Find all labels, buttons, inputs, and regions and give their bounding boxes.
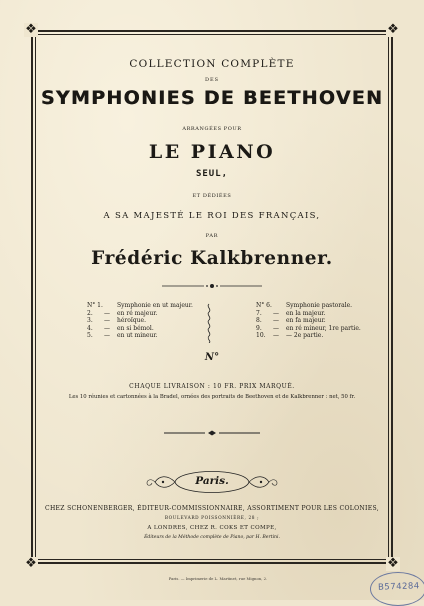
title-piano: LE PIANO xyxy=(148,141,276,163)
title-collection: COLLECTION COMPLÈTE xyxy=(129,58,295,70)
list-item xyxy=(87,325,193,333)
publisher-address: BOULEVARD POISSONNIÈRE, 28 ; xyxy=(164,516,260,521)
brace-ornament-icon xyxy=(200,303,218,343)
title-arrangees: ARRANGÉES POUR xyxy=(182,126,242,132)
item-number: 3. xyxy=(87,317,93,325)
item-title: en ut mineur. xyxy=(117,332,158,340)
item-title: en ré mineur, 1re partie. xyxy=(286,324,361,332)
list-item xyxy=(87,310,193,318)
corner-ornament-icon: ❖ xyxy=(25,22,37,37)
library-stamp-number: B574284 xyxy=(377,581,420,593)
corner-ornament-icon: ❖ xyxy=(387,556,399,571)
item-title: — 2e partie. xyxy=(286,332,324,340)
item-dash xyxy=(104,302,117,310)
dedicatee: A SA MAJESTÉ LE ROI DES FRANÇAIS, xyxy=(103,211,321,221)
list-item xyxy=(256,317,361,325)
price-line: CHAQUE LIVRAISON : 10 FR. PRIX MARQUÉ. xyxy=(129,383,295,390)
printer-imprint: Paris. — Imprimerie de L. Martinet, rue Mignon, 2. xyxy=(168,576,268,581)
publisher-editors-note: Éditeurs de la Méthode complète de Piano, par H. Bertini. xyxy=(144,535,280,540)
ornamental-rule-icon xyxy=(160,283,264,289)
publisher-name: CHEZ SCHONENBERGER, ÉDITEUR-COMMISSIONNAIRE, ASSORTIMENT POUR LES COLONIES, xyxy=(44,505,379,512)
item-number: 9. xyxy=(256,324,262,332)
price-detail: Les 10 réunies et cartonnées à la Bradel, ornées des portraits de Beethoven et de Kalkbrenner : net, 50 fr. xyxy=(68,394,356,400)
item-title: en ré majeur. xyxy=(117,309,158,317)
item-dash xyxy=(273,302,286,310)
item-dash: — xyxy=(273,332,279,340)
list-item xyxy=(256,325,361,333)
list-item xyxy=(256,310,361,318)
item-dash: — xyxy=(104,332,110,340)
publisher-city: Paris. xyxy=(195,475,229,487)
item-number: 5. xyxy=(87,332,93,340)
item-number: N° 6. xyxy=(256,302,272,309)
author-name: Frédéric Kalkbrenner. xyxy=(91,248,333,269)
item-dash: — xyxy=(273,324,279,332)
title-main: SYMPHONIES DE BEETHOVEN xyxy=(40,87,384,109)
number-mark: N° xyxy=(204,352,220,363)
item-number: N° 1. xyxy=(87,302,103,309)
corner-ornament-icon: ❖ xyxy=(25,556,37,571)
corner-ornament-icon: ❖ xyxy=(387,22,399,37)
item-number: 4. xyxy=(87,324,93,332)
item-dash: — xyxy=(104,324,110,332)
item-title: héroïque. xyxy=(117,317,146,325)
list-item xyxy=(256,302,361,310)
list-item xyxy=(87,332,193,340)
item-dash: — xyxy=(104,317,110,325)
title-par: PAR xyxy=(205,233,219,239)
title-des: DES xyxy=(204,77,220,83)
item-number: 7. xyxy=(256,309,262,317)
list-item xyxy=(87,302,193,310)
item-number: 2. xyxy=(87,309,93,317)
contents-list-right xyxy=(256,302,361,340)
item-title: en la majeur. xyxy=(286,309,326,317)
item-dash: — xyxy=(104,309,110,317)
contents-list-left xyxy=(87,302,193,340)
list-item xyxy=(87,317,193,325)
item-number: 8. xyxy=(256,317,262,325)
item-dash: — xyxy=(273,317,279,325)
item-dash: — xyxy=(273,309,279,317)
publisher-london: A LONDRES, CHEZ R. COKS ET COMPE, xyxy=(147,525,277,531)
item-title: Symphonie en ut majeur. xyxy=(117,302,193,309)
title-dedies: ET DÉDIÉES xyxy=(192,193,232,199)
list-item xyxy=(256,332,361,340)
item-title: en fa majeur. xyxy=(286,317,326,325)
item-number: 10. xyxy=(256,332,266,340)
title-seul: SEUL, xyxy=(195,169,229,179)
item-title: Symphonie pastorale. xyxy=(286,302,353,309)
item-title: en si bémol. xyxy=(117,324,154,332)
divider-rule-icon xyxy=(163,430,261,436)
